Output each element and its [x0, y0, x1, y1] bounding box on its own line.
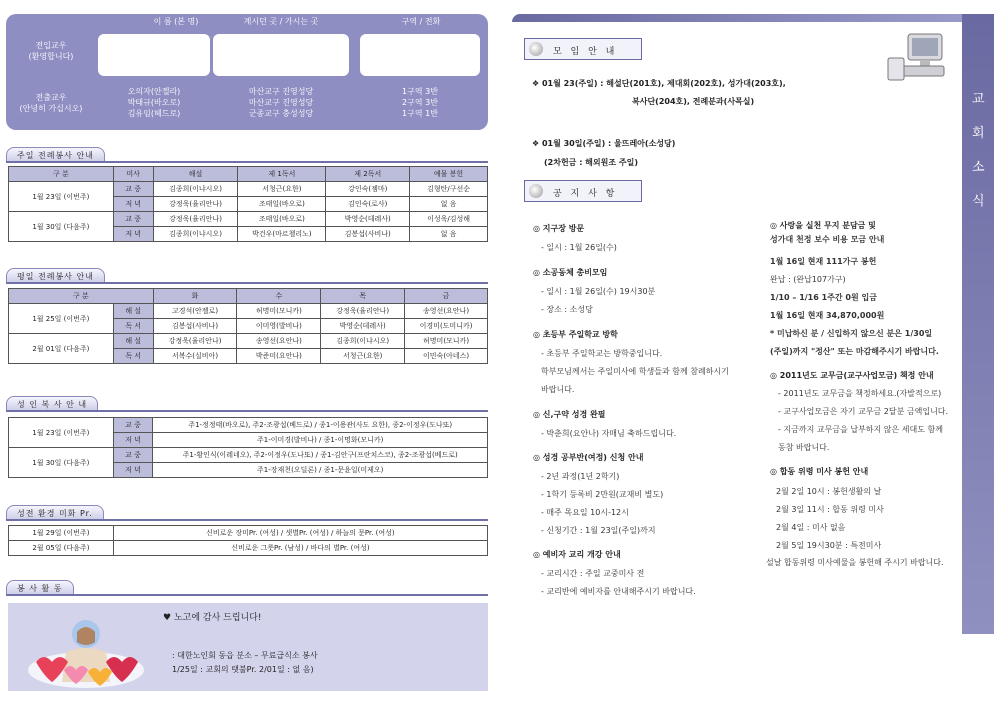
thanks-body — [172, 649, 318, 677]
left-page — [0, 0, 497, 705]
registration-panel — [6, 14, 488, 130]
table-cell: 박영순(데레사) — [321, 319, 405, 334]
notice-line: - 2년 과정(1년 2학기) — [541, 472, 620, 481]
out-member-places — [213, 86, 349, 119]
table-cell: 강정욱(율리안나) — [153, 334, 237, 349]
altar-service-title: 성 인 복 사 안 내 — [6, 396, 98, 411]
role-cell: 해 설 — [113, 304, 153, 319]
notice-title: ◎ 2011년도 교무금(교구사업모금) 책정 안내 — [770, 371, 934, 380]
col-header: 수 — [237, 289, 321, 304]
table-cell: 박준미(요안나) — [237, 349, 321, 364]
col-header: 구 분 — [9, 289, 154, 304]
notice-line: - 지금까지 교무금을 납부하지 않은 세대도 함께 — [778, 425, 943, 434]
table-cell: 이성욱/김성해 — [410, 212, 488, 227]
date-cell: 1월 23일 (이번주) — [9, 182, 114, 212]
mass-cell: 교 중 — [113, 418, 153, 433]
weekday-service-divider — [6, 282, 488, 284]
volunteer-divider — [6, 594, 488, 596]
meeting-line: ❖ 01월 30일(주일) : 울뜨레아(소성당) — [532, 139, 676, 148]
col-header: 해설 — [153, 167, 238, 182]
table-cell: 조태일(바오로) — [238, 197, 326, 212]
table-cell: 송영선(요안나) — [237, 334, 321, 349]
notice-title: ◎ 신,구약 성경 완필 — [533, 410, 606, 419]
mass-cell: 교 중 — [113, 212, 153, 227]
notice-line: - 매주 목요일 10시-12시 — [541, 508, 629, 517]
notice-line: 학부모님께서는 주일미사에 학생들과 함께 참례하시기 — [541, 367, 729, 376]
table-row — [9, 526, 488, 541]
thanks-line: 1/25일 : 교회의 탯불Pr. 2/01일 : 없 음) — [172, 665, 314, 674]
notice-line: 2월 4일 : 미사 없음 — [776, 523, 846, 532]
table-cell: 김봉섭(사비나) — [153, 319, 237, 334]
table-row — [9, 182, 488, 197]
col-header: 구 분 — [9, 167, 114, 182]
notice-title: ◎ 소공동체 총비모임 — [533, 268, 608, 277]
notice-line: - 신청기간 : 1월 23일(주일)까지 — [541, 526, 656, 535]
table-cell: 김종희(이냐시오) — [153, 182, 238, 197]
environment-title: 성전 환경 미화 Pr. — [6, 505, 104, 520]
date-cell: 2월 01일 (다음주) — [9, 334, 114, 364]
col-header: 제 2독서 — [326, 167, 410, 182]
notice-line: - 1학기 등록비 2만원(교재비 별도) — [541, 490, 664, 499]
meeting-heading — [524, 38, 642, 60]
table-cell: 서청근(요한) — [238, 182, 326, 197]
table-cell: 강정욱(율리안나) — [321, 304, 405, 319]
table-cell: 없 음 — [410, 227, 488, 242]
date-cell: 1월 23일 (이번주) — [9, 418, 114, 448]
new-member-label — [8, 40, 94, 62]
notice-line: 2월 5일 19시30분 : 특전미사 — [776, 541, 882, 550]
notice-line: 설날 합동위령 미사예물을 봉헌해 주시기 바랍니다. — [766, 558, 944, 567]
environment-divider — [6, 519, 488, 521]
notice-heading-text: 공 지 사 항 — [553, 189, 618, 199]
person-icon — [529, 42, 543, 56]
table-header-row — [9, 167, 488, 182]
new-member-place-box — [213, 34, 349, 76]
person-icon — [529, 184, 543, 198]
table-cell: 주1-장재천(오딜론) / 종1-문윤일(미제오) — [153, 463, 488, 478]
notice-line: - 교구사업모금은 자기 교무금 2달분 금액입니다. — [778, 407, 949, 416]
date-cell: 1월 30일 (다음주) — [9, 448, 114, 478]
reg-header-place: 계시던 곳 / 가시는 곳 — [243, 17, 319, 26]
sunday-service-title: 주일 전례봉사 안내 — [6, 147, 105, 162]
table-cell: 박건우(마르첼리노) — [238, 227, 326, 242]
mass-cell: 저 녁 — [113, 227, 153, 242]
meeting-line: (2차헌금 : 해외원조 주일) — [544, 158, 638, 167]
col-header: 목 — [321, 289, 405, 304]
table-cell: 주1-이미경(발비나) / 종1-이명화(모니카) — [153, 433, 488, 448]
out-member-label-line1: 전출교우 — [35, 93, 67, 102]
col-header: 금 — [405, 289, 488, 304]
notice-line: 2월 3일 11시 : 합동 위령 미사 — [776, 505, 884, 514]
out-name: 오의자(안젤라) — [127, 87, 181, 96]
notice-line: 완납 : (완납107가구) — [770, 275, 846, 284]
table-cell: 신비로운 그릇Pr. (남성) / 바다의 별Pr. (여성) — [113, 541, 487, 556]
notice-line: - 장소 : 소성당 — [541, 305, 593, 314]
mass-cell: 저 녁 — [113, 463, 153, 478]
table-row — [9, 304, 488, 319]
out-member-districts — [360, 86, 480, 119]
out-name: 김유임(헤드로) — [127, 109, 181, 118]
weekday-service-table — [8, 288, 488, 364]
heart-icon: ♥ — [163, 613, 172, 623]
mass-cell: 교 중 — [113, 182, 153, 197]
notice-line: 1월 16일 현재 34,870,000원 — [770, 311, 885, 320]
mass-cell: 저 녁 — [113, 197, 153, 212]
notice-line: 바랍니다. — [541, 385, 575, 394]
right-side-bar — [962, 14, 994, 634]
table-cell: 김봉섭(사비나) — [326, 227, 410, 242]
table-cell: 강정욱(율리안나) — [153, 197, 238, 212]
out-member-names — [98, 86, 210, 119]
notice-title: ◎ 예비자 교리 개강 안내 — [533, 550, 621, 559]
table-cell: 김인숙(로사) — [326, 197, 410, 212]
table-header-row — [9, 289, 488, 304]
table-cell: 강인숙(젬마) — [326, 182, 410, 197]
table-cell: 주1-황인식(이레네오), 주2-이정우(도나또) / 종1-김안구(프란치스코), 종2-조광섭(베드로) — [153, 448, 488, 463]
date-cell: 1월 29일 (이번주) — [9, 526, 114, 541]
notice-title: ◎ 합동 위령 미사 봉헌 안내 — [770, 467, 869, 476]
side-title-char: 회 — [972, 126, 985, 141]
col-header: 예물 봉헌 — [410, 167, 488, 182]
side-title-char: 식 — [972, 194, 985, 209]
notice-title: ◎ 지구장 방문 — [533, 224, 585, 233]
sunday-service-divider — [6, 161, 488, 163]
meeting-line: ❖ 01월 23(주일) : 해설단(201호), 제대회(202호), 성가대(203호), — [532, 79, 786, 88]
table-cell: 서청근(요한) — [321, 349, 405, 364]
notice-title: ◎ 성경 공부반(여정) 신청 안내 — [533, 453, 644, 462]
thanks-heading — [163, 610, 262, 623]
notice-line: - 초등부 주일학교는 방학중입니다. — [541, 349, 663, 358]
date-cell: 2월 05일 (다음주) — [9, 541, 114, 556]
notice-line: 2월 2일 10시 : 봉헌생활의 날 — [776, 487, 882, 496]
altar-service-divider — [6, 410, 488, 412]
altar-service-table — [8, 417, 488, 478]
table-cell: 허명미(모니카) — [237, 304, 321, 319]
table-cell: 김형탄/구선순 — [410, 182, 488, 197]
new-member-district-box — [360, 34, 480, 76]
out-place: 마산교구 진영성당 — [248, 87, 314, 96]
reg-header-district: 구역 / 전화 — [401, 17, 441, 26]
notice-heading — [524, 180, 642, 202]
notice-line: (주일)까지 "정산" 또는 마감해주시기 바랍니다. — [770, 347, 939, 356]
col-header: 화 — [153, 289, 237, 304]
notice-line: - 2011년도 교무금을 책정하세요.(자발적으로) — [778, 389, 942, 398]
notice-line: 1/10 – 1/16 1주간 0원 입금 — [770, 293, 877, 302]
notice-line: - 교리반에 예비자를 안내해주시기 바랍니다. — [541, 587, 696, 596]
table-cell: 고경석(안젤로) — [153, 304, 237, 319]
new-member-label-line1: 전입교우 — [35, 41, 67, 50]
role-cell: 해 설 — [113, 334, 153, 349]
out-district: 1구역 3반 — [402, 87, 438, 96]
thanks-heading-text: 노고에 감사 드립니다! — [173, 613, 262, 623]
table-cell: 허명미(모니카) — [405, 334, 488, 349]
table-cell: 이미영(발비나) — [237, 319, 321, 334]
table-row — [9, 448, 488, 463]
weekday-service-title: 평일 전례봉사 안내 — [6, 268, 105, 283]
table-row — [9, 212, 488, 227]
table-cell: 서복수(실비아) — [153, 349, 237, 364]
table-cell: 김종희(이냐시오) — [321, 334, 405, 349]
notice-line: - 교리시간 : 주일 교중미사 전 — [541, 569, 645, 578]
table-cell: 이경미(도미니카) — [405, 319, 488, 334]
table-cell: 조태일(바오로) — [238, 212, 326, 227]
volunteer-title: 봉 사 활 동 — [6, 580, 74, 595]
notice-title: ◎ 사랑을 실천 무지 분담금 및 — [770, 221, 876, 230]
table-cell: 주1-정정태(바오로), 주2-조광섭(베드로) / 종1-이용관(사도 요한), 종2-이정우(도나또) — [153, 418, 488, 433]
notice-line: * 미납하신 분 / 신입하지 않으신 분은 1/30일 — [770, 329, 933, 338]
out-place: 군종교구 충성성당 — [248, 109, 314, 118]
notice-line: - 일시 : 1월 26일(수) — [541, 243, 617, 252]
notice-line: 동참 바랍니다. — [778, 443, 830, 452]
new-member-label-line2: (환영합니다) — [28, 52, 74, 61]
meeting-line: 복사단(204호), 전례분과(사목실) — [632, 97, 755, 106]
notice-line: 1월 16일 현재 111가구 봉헌 — [770, 257, 877, 266]
role-cell: 독 서 — [113, 319, 153, 334]
new-member-name-box — [98, 34, 210, 76]
date-cell: 1월 25일 (이번주) — [9, 304, 114, 334]
mass-cell: 교 중 — [113, 448, 153, 463]
table-cell: 이민숙(아네스) — [405, 349, 488, 364]
side-title-char: 소 — [972, 160, 985, 175]
table-row — [9, 541, 488, 556]
out-member-label-line2: (안녕히 가십시오) — [19, 104, 83, 113]
notice-title: ◎ 초등부 주일학교 방학 — [533, 330, 618, 339]
environment-table — [8, 525, 488, 556]
notice-line: - 박춘희(요안나) 자매님 축하드립니다. — [541, 429, 677, 438]
table-row — [9, 418, 488, 433]
jesus-hearts-illustration — [26, 612, 146, 690]
out-member-label — [8, 92, 94, 114]
out-district: 2구역 3반 — [402, 98, 438, 107]
mass-cell: 저 녁 — [113, 433, 153, 448]
table-cell: 없 음 — [410, 197, 488, 212]
table-row — [9, 334, 488, 349]
side-title-char: 교 — [972, 92, 985, 107]
meeting-heading-text: 모 임 안 내 — [553, 47, 618, 57]
table-cell: 박영순(데레사) — [326, 212, 410, 227]
notice-line: 성가대 천정 보수 비용 모금 안내 — [770, 235, 885, 244]
right-top-bar — [512, 14, 994, 22]
table-cell: 김종희(이냐시오) — [153, 227, 238, 242]
col-header: 제 1독서 — [238, 167, 326, 182]
computer-icon — [886, 30, 952, 85]
out-name: 박태규(바오로) — [127, 98, 181, 107]
table-cell: 송영선(요안나) — [405, 304, 488, 319]
col-header: 미사 — [113, 167, 153, 182]
notice-line: - 일시 : 1월 26일(수) 19시30분 — [541, 287, 656, 296]
out-district: 1구역 1반 — [402, 109, 438, 118]
reg-header-name: 이 름 (본 명) — [153, 17, 199, 26]
thanks-line: : 대한노인회 동읍 분소 – 무료급식소 봉사 — [172, 651, 318, 660]
sunday-service-table — [8, 166, 488, 242]
table-cell: 신비로운 장미Pr. (여성) / 샛별Pr. (여성) / 하늘의 문Pr. (여성) — [113, 526, 487, 541]
table-cell: 강정욱(율리안나) — [153, 212, 238, 227]
role-cell: 독 서 — [113, 349, 153, 364]
date-cell: 1월 30일 (다음주) — [9, 212, 114, 242]
out-place: 마산교구 진영성당 — [248, 98, 314, 107]
